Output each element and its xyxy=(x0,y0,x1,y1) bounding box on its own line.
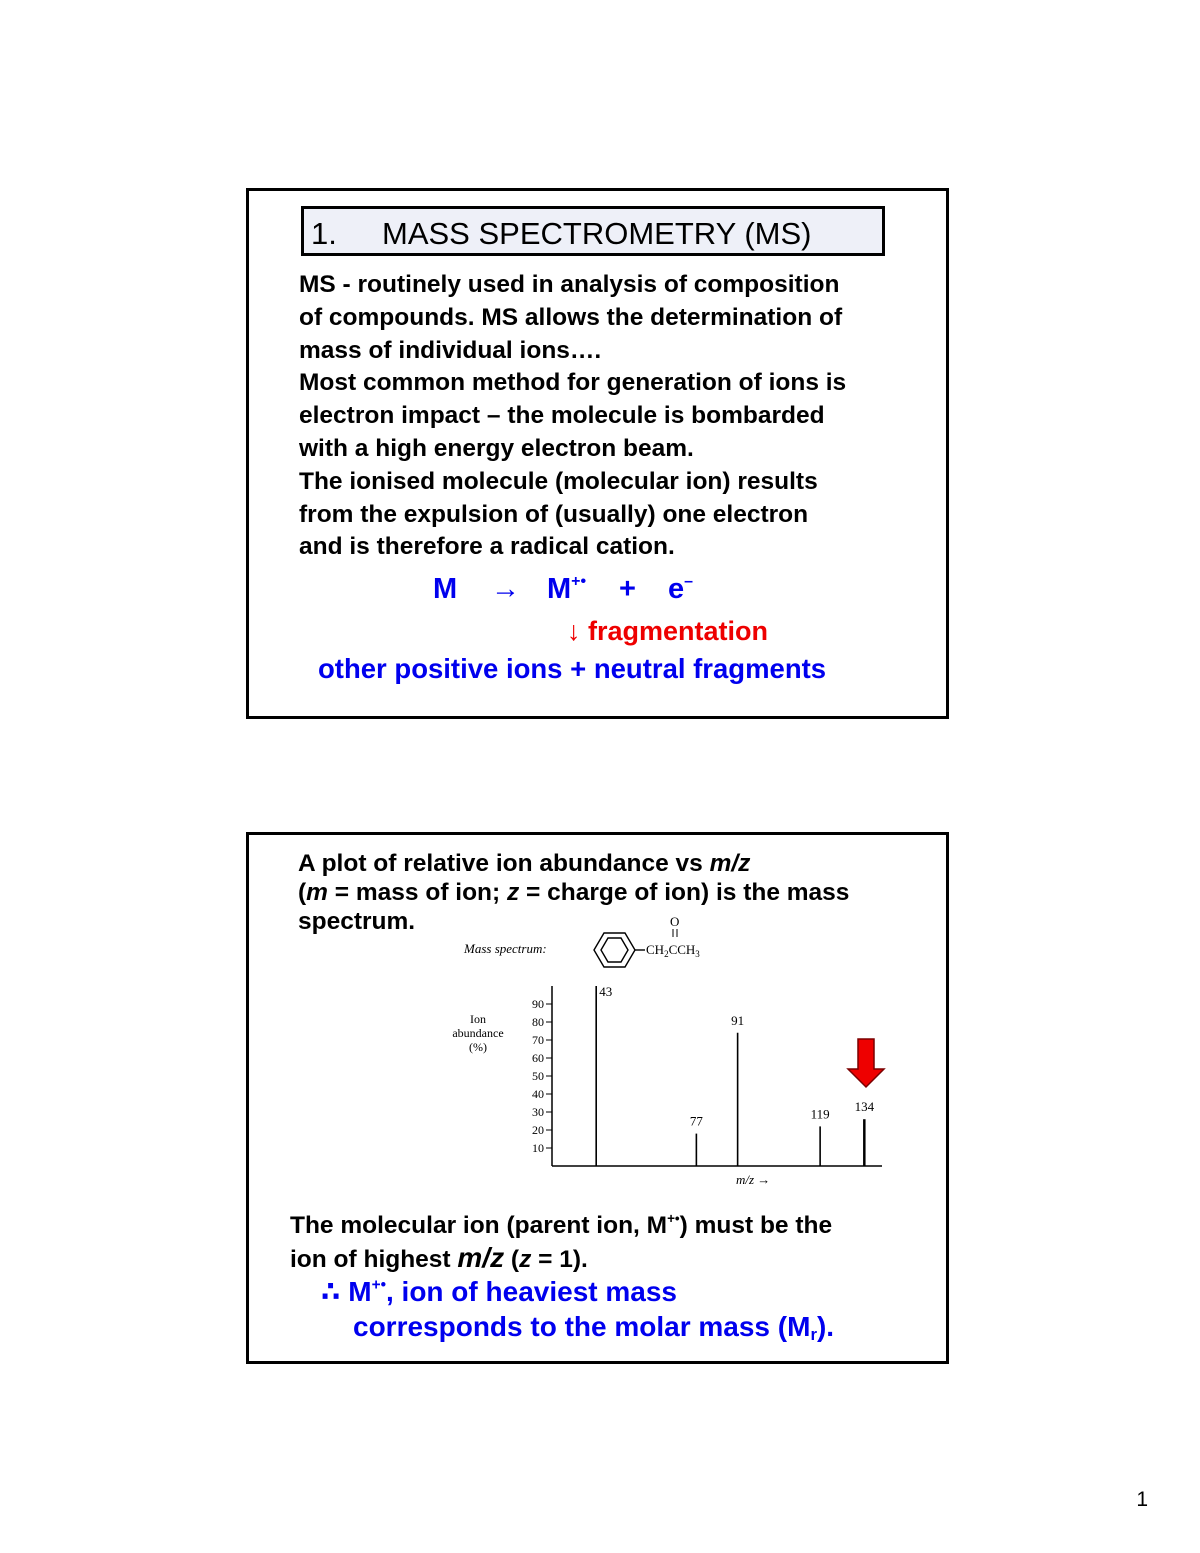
down-arrow-icon: ↓ xyxy=(567,616,581,646)
therefore-icon: ∴ xyxy=(321,1276,341,1307)
compound-formula xyxy=(646,914,700,959)
intro-line: The ionised molecule (molecular ion) results xyxy=(299,467,818,495)
y-tick-label: 10 xyxy=(532,1141,544,1155)
plot-intro-line1: A plot of relative ion abundance vs m/z xyxy=(298,850,751,877)
y-tick-label: 50 xyxy=(532,1069,544,1083)
molecular-ion-line2: ion of highest m/z (z = 1). xyxy=(290,1242,588,1274)
intro-line: of compounds. MS allows the determination of xyxy=(299,303,843,331)
conclusion-line1: ∴ M+•, ion of heaviest mass xyxy=(321,1276,677,1307)
equation-electron: e– xyxy=(668,573,694,605)
y-tick-label: 20 xyxy=(532,1123,544,1137)
y-tick-label: 80 xyxy=(532,1015,544,1029)
slide-title-box xyxy=(301,206,885,256)
intro-line: MS - routinely used in analysis of composition xyxy=(299,271,840,298)
intro-line: and is therefore a radical cation. xyxy=(299,533,675,561)
conclusion-line2: corresponds to the molar mass $(M_r)$. xyxy=(353,1311,835,1345)
equation-plus: + xyxy=(619,573,636,605)
title-number: 1. xyxy=(311,216,337,251)
equation-ion: M+• xyxy=(547,573,587,605)
slide-mass-spectrometry-intro xyxy=(246,188,949,719)
page-number: 1 xyxy=(1136,1488,1148,1511)
ionisation-equation xyxy=(249,573,946,613)
equation-reactant: M xyxy=(433,573,458,605)
y-tick-label: 90 xyxy=(532,997,544,1011)
intro-line: mass of individual ions…. xyxy=(299,336,602,364)
x-axis-label: m/z → xyxy=(736,1172,771,1187)
highlight-arrow-icon xyxy=(848,1039,884,1087)
y-tick-label: 70 xyxy=(532,1033,544,1047)
peak-label-119: 119 xyxy=(810,1106,830,1122)
y-tick-label: 30 xyxy=(532,1105,544,1119)
intro-line: Most common method for generation of ions is xyxy=(299,369,847,397)
y-axis-label xyxy=(452,1012,503,1054)
chart-title: Mass spectrum: xyxy=(464,941,547,956)
peak-label-43: 43 xyxy=(599,984,613,999)
intro-line: with a high energy electron beam. xyxy=(299,434,694,462)
y-tick-label: 60 xyxy=(532,1051,544,1065)
products-text: other positive ions + neutral fragments xyxy=(318,653,827,684)
molecular-ion-line1: The molecular ion (parent ion, M+•) must be the xyxy=(290,1211,833,1240)
y-axis-ticks xyxy=(532,997,552,1155)
svg-text:(%): (%) xyxy=(469,1040,487,1054)
y-tick-label: 40 xyxy=(532,1087,544,1101)
title-text: MASS SPECTROMETRY (MS) xyxy=(382,216,812,251)
slide-mass-spectrum xyxy=(246,832,949,1364)
peak-label-91: 91 xyxy=(731,1012,745,1028)
intro-paragraph xyxy=(299,269,846,564)
peak-label-77: 77 xyxy=(689,1113,703,1129)
svg-text:CH2CCH3: $CH_2CCH_3$ xyxy=(646,942,700,959)
svg-text:abundance: abundance xyxy=(452,1026,504,1040)
svg-text:Ion: Ion xyxy=(470,1012,486,1026)
benzene-ring-structure xyxy=(594,933,645,967)
plot-intro-line2: (m = mass of ion; z = charge of ion) is the mass xyxy=(298,879,850,906)
plot-intro-line3: spectrum. xyxy=(298,908,416,935)
peak-label-134: 134 xyxy=(854,1099,875,1115)
intro-line: from the expulsion of (usually) one electron xyxy=(299,500,809,528)
svg-text:O: O xyxy=(670,914,680,929)
molecular-ion-paragraph xyxy=(290,1203,832,1276)
reaction-arrow-icon: → xyxy=(491,573,520,605)
spectrum-peaks xyxy=(596,984,874,1166)
intro-line: electron impact – the molecule is bombarded xyxy=(299,402,825,430)
fragmentation-label: ↓ fragmentation xyxy=(567,616,769,646)
